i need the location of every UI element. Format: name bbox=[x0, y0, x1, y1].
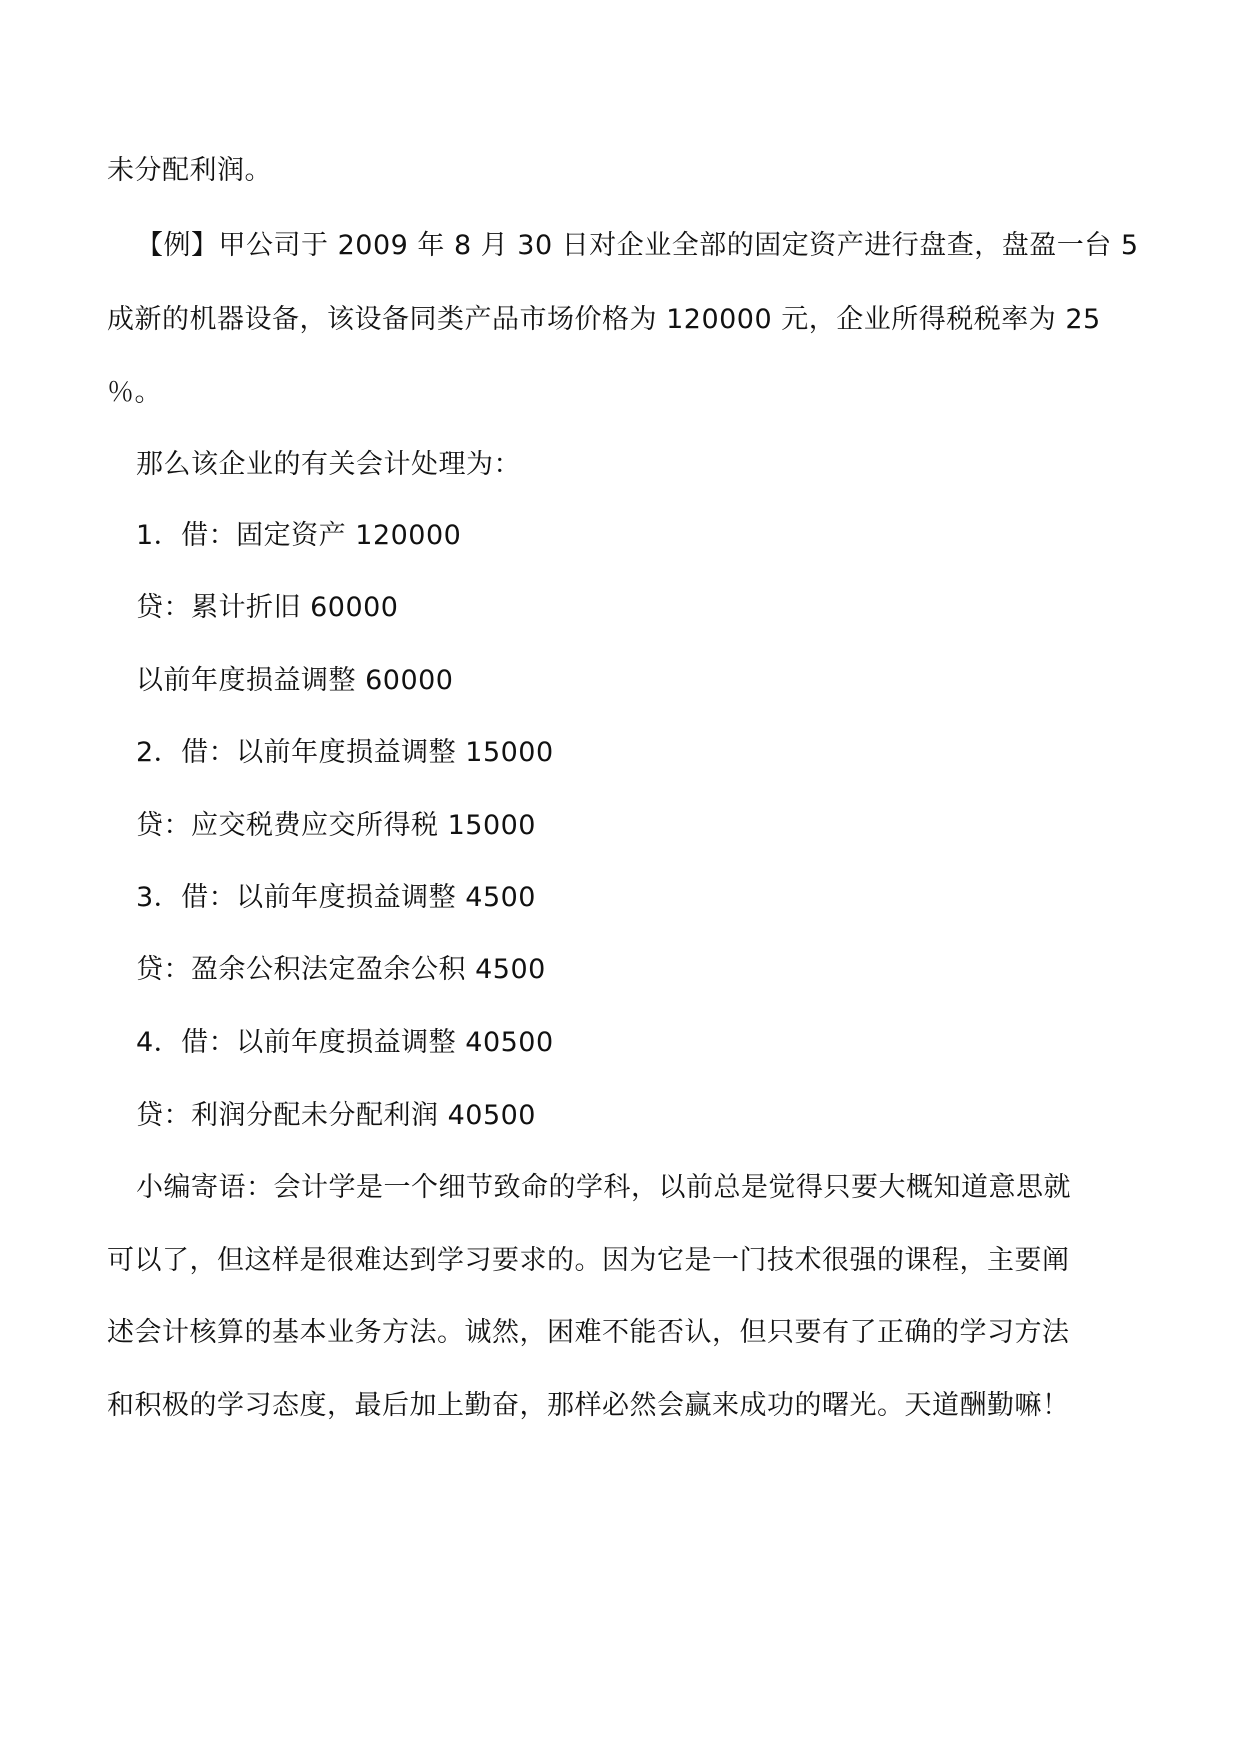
text-line: 3．借：以前年度损益调整 4500 bbox=[136, 882, 536, 913]
text-line: 4．借：以前年度损益调整 40500 bbox=[136, 1027, 554, 1058]
text-line: 那么该企业的有关会计处理为： bbox=[136, 449, 521, 480]
text-line: 和积极的学习态度，最后加上勤奋，那样必然会赢来成功的曙光。天道酬勤嘛！ bbox=[107, 1390, 1070, 1421]
text-line: 可以了，但这样是很难达到学习要求的。因为它是一门技术很强的课程，主要阐 bbox=[107, 1245, 1070, 1276]
text-line: 贷：累计折旧 60000 bbox=[136, 592, 399, 623]
text-line: ％。 bbox=[107, 377, 162, 408]
text-line: 2．借：以前年度损益调整 15000 bbox=[136, 737, 554, 768]
text-line: 贷：应交税费应交所得税 15000 bbox=[136, 810, 536, 841]
text-line: 成新的机器设备，该设备同类产品市场价格为 120000 元，企业所得税税率为 25 bbox=[107, 304, 1101, 335]
text-line: 述会计核算的基本业务方法。诚然，困难不能否认，但只要有了正确的学习方法 bbox=[107, 1317, 1070, 1348]
text-line: 1．借：固定资产 120000 bbox=[136, 520, 462, 551]
text-line: 贷：盈余公积法定盈余公积 4500 bbox=[136, 954, 546, 985]
text-line: 小编寄语：会计学是一个细节致命的学科，以前总是觉得只要大概知道意思就 bbox=[136, 1172, 1071, 1203]
text-line: 未分配利润。 bbox=[107, 155, 272, 186]
text-line: 以前年度损益调整 60000 bbox=[136, 665, 454, 696]
text-line: 贷：利润分配未分配利润 40500 bbox=[136, 1100, 536, 1131]
text-line: 【例】甲公司于 2009 年 8 月 30 日对企业全部的固定资产进行盘查，盘盈一台 5 bbox=[136, 230, 1139, 261]
